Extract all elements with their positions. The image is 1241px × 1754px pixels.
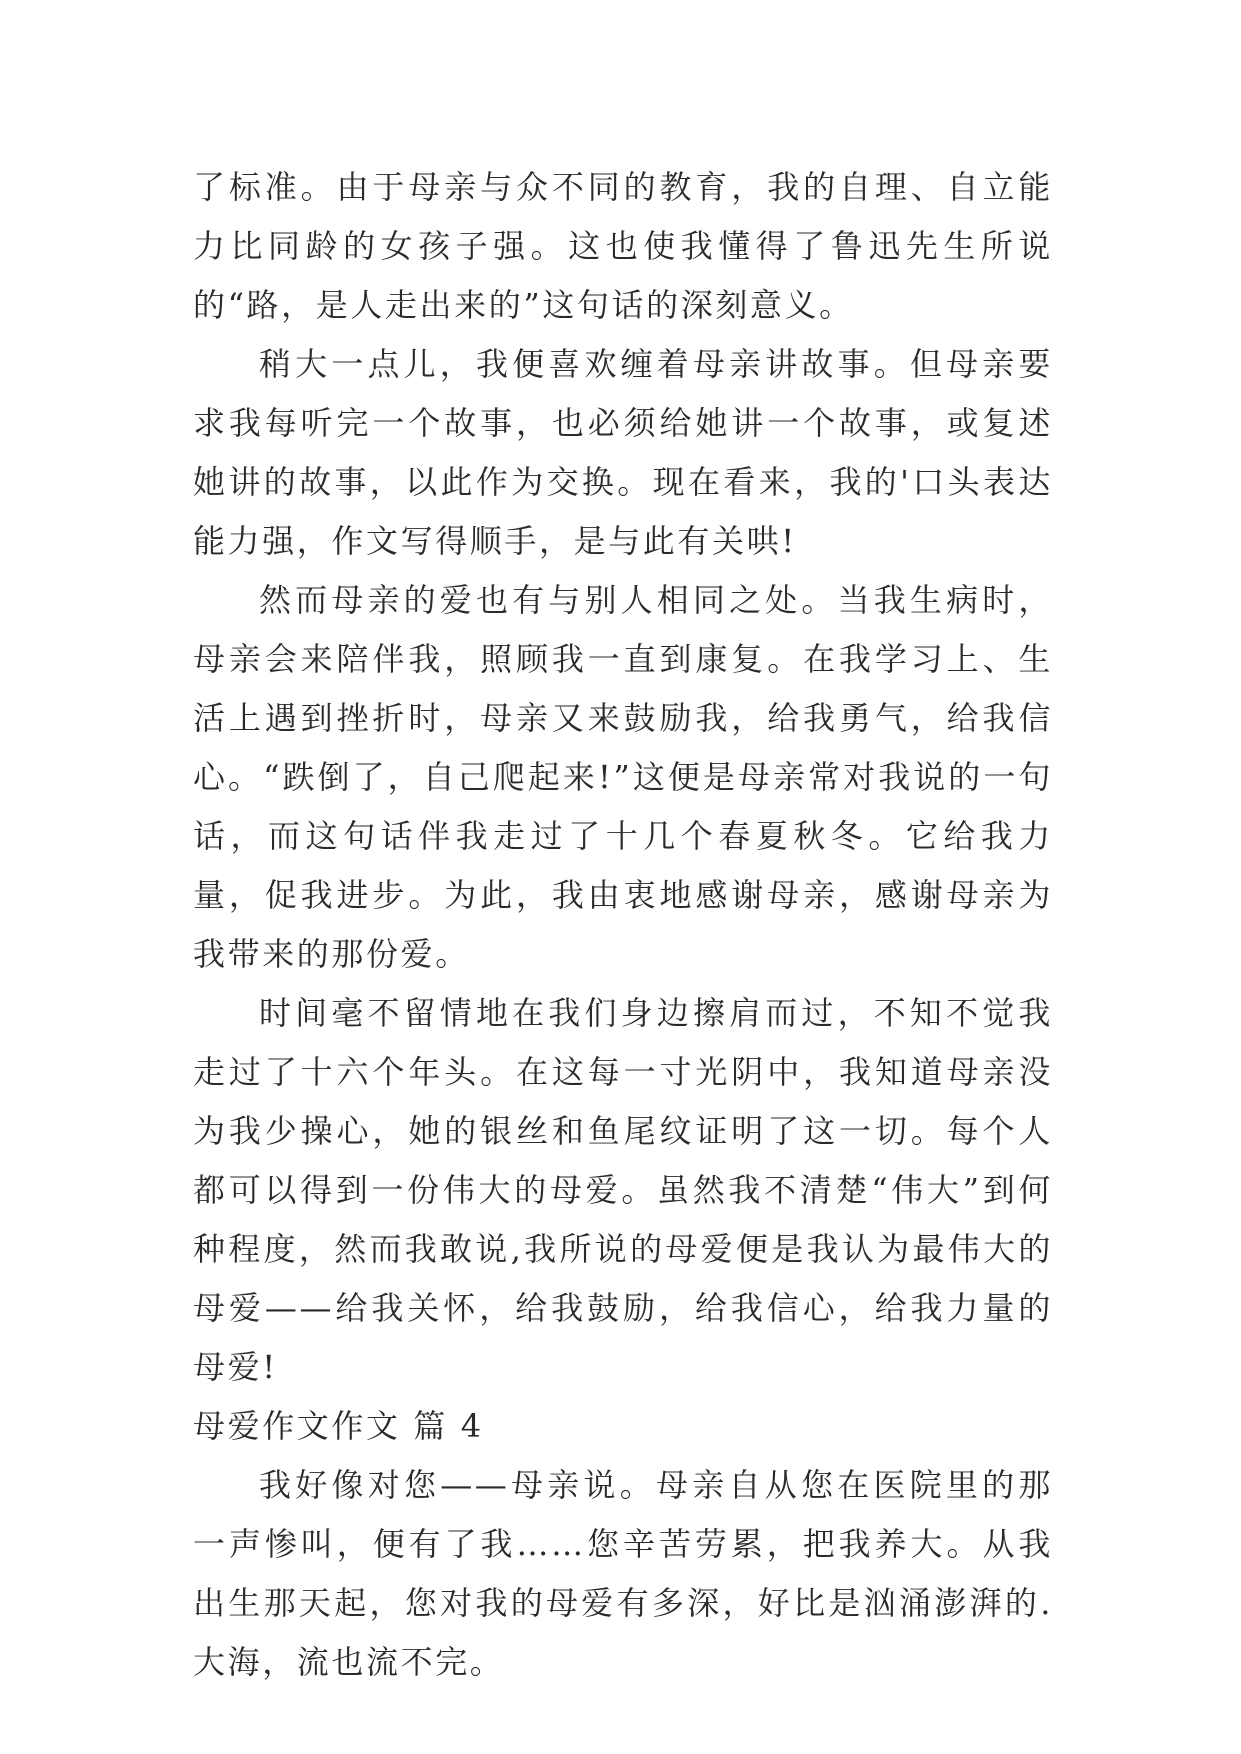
section-heading: 母爱作文作文 篇 4 [193, 1407, 484, 1445]
paragraph-continuation: 了标准。由于母亲与众不同的教育，我的自理、自立能力比同龄的女孩子强。这也使我懂得了鲁迅先生所说的“路，是人走出来的”这句话的深刻意义。 [193, 168, 1053, 324]
document-body [193, 158, 1053, 1692]
paragraph-sixteen-years: 时间毫不留情地在我们身边擦肩而过，不知不觉我走过了十六个年头。在这每一寸光阴中，我知道母亲没为我少操心，她的银丝和鱼尾纹证明了这一切。每个人都可以得到一份伟大的母爱。虽然我不清楚“伟大”到何种程度，然而我敢说,我所说的母爱便是我认为最伟大的母爱——给我关怀，给我鼓励，给我信心，给我力量的母爱! [193, 994, 1053, 1386]
paragraph-to-mother: 我好像对您——母亲说。母亲自从您在医院里的那一声惨叫，便有了我……您辛苦劳累，把我养大。从我出生那天起，您对我的母爱有多深，好比是汹涌澎湃的.大海，流也流不完。 [193, 1466, 1053, 1681]
paragraph-stories: 稍大一点儿，我便喜欢缠着母亲讲故事。但母亲要求我每听完一个故事，也必须给她讲一个故事，或复述她讲的故事，以此作为交换。现在看来，我的'口头表达能力强，作文写得顺手，是与此有关哄! [193, 345, 1053, 560]
paragraph-mothers-care: 然而母亲的爱也有与别人相同之处。当我生病时，母亲会来陪伴我，照顾我一直到康复。在我学习上、生活上遇到挫折时，母亲又来鼓励我，给我勇气，给我信心。“跌倒了，自己爬起来!”这便是母亲常对我说的一句话，而这句话伴我走过了十几个春夏秋冬。它给我力量，促我进步。为此，我由衷地感谢母亲，感谢母亲为我带来的那份爱。 [193, 581, 1053, 973]
